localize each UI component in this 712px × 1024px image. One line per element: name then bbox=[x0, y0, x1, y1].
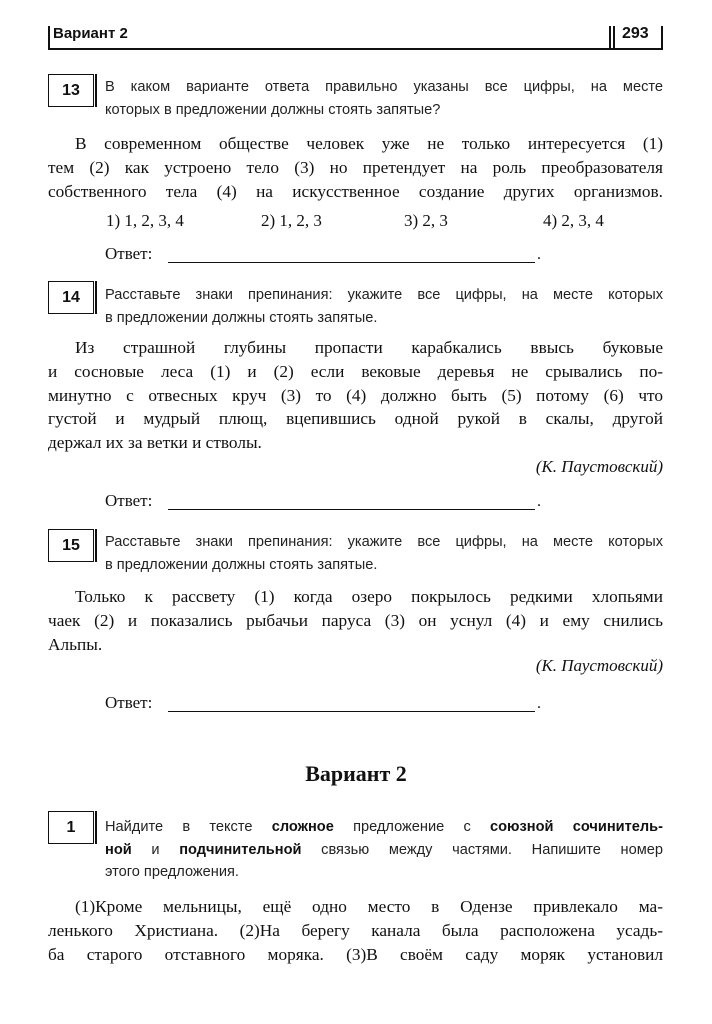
instruction-emphasis: ной bbox=[105, 841, 132, 858]
answer-line[interactable] bbox=[168, 262, 535, 263]
task-number-box: 13 bbox=[48, 74, 94, 107]
text-line: густой и мудрый плющ, вцепившись одной рукой в скалы, другой bbox=[48, 409, 663, 429]
task-instruction bbox=[105, 531, 663, 576]
text-line: держал их за ветки и стволы. bbox=[48, 433, 262, 453]
task-number-box: 15 bbox=[48, 529, 94, 562]
task-number-box: 1 bbox=[48, 811, 94, 844]
text-line: (1)Кроме мельницы, ещё одно место в Одензе привлекало ма- bbox=[75, 897, 663, 916]
instruction-text: Найдите в тексте bbox=[105, 819, 272, 835]
instruction-line: в предложении должны стоять запятые. bbox=[105, 309, 378, 326]
text-line: Из страшной глубины пропасти карабкались ввысь буковые bbox=[75, 338, 663, 357]
task-instruction bbox=[105, 816, 663, 884]
instruction-emphasis: сложное bbox=[271, 819, 334, 835]
instruction-text: связью между частями. Напишите номер bbox=[301, 841, 663, 858]
answer-option-3: 3) 2, 3 bbox=[404, 211, 448, 230]
task-text bbox=[48, 585, 663, 656]
answer-option-2: 2) 1, 2, 3 bbox=[261, 211, 322, 230]
text-line: В современном обществе человек уже не только интересуется (1) bbox=[75, 134, 663, 153]
text-line: ленького Христиана. (2)На берегу канала была расположена усадь- bbox=[48, 920, 663, 940]
answer-period: . bbox=[537, 246, 541, 263]
text-line: минутно с отвесных круч (3) то (4) должно быть (5) потому (6) что bbox=[48, 385, 663, 405]
answer-option-4: 4) 2, 3, 4 bbox=[543, 211, 604, 230]
task-text bbox=[48, 132, 663, 203]
text-line: и сосновые леса (1) и (2) если вековые деревья не срывались по- bbox=[48, 361, 663, 381]
text-line: чаек (2) и показались рыбачьи паруса (3) он уснул (4) и ему снились bbox=[48, 610, 663, 630]
answer-line[interactable] bbox=[168, 509, 535, 510]
answer-label: Ответ: bbox=[105, 244, 153, 263]
instruction-emphasis: подчинительной bbox=[179, 841, 302, 858]
task-text bbox=[48, 336, 663, 455]
running-header-title: Вариант 2 bbox=[53, 25, 128, 42]
text-line: тем (2) как устроено тело (3) но претендует на роль преобразователя bbox=[48, 157, 663, 177]
page-number: 293 bbox=[622, 25, 649, 42]
instruction-text: предложение с bbox=[333, 819, 491, 835]
header-right-bar bbox=[661, 26, 663, 48]
instruction-text: и bbox=[131, 841, 180, 858]
answer-label: Ответ: bbox=[105, 693, 153, 712]
instruction-line bbox=[105, 816, 663, 839]
instruction-line bbox=[105, 839, 663, 862]
text-line: Только к рассвету (1) когда озеро покрылось редкими хлопьями bbox=[75, 587, 663, 606]
answer-period: . bbox=[537, 695, 541, 712]
task-box-separator bbox=[95, 74, 97, 107]
answer-label: Ответ: bbox=[105, 491, 153, 510]
instruction-line: Расставьте знаки препинания: укажите все цифры, на месте которых bbox=[105, 534, 663, 550]
text-line: ба старого отставного моряка. (3)В своём саду моряк установил bbox=[48, 944, 663, 964]
task-box-separator bbox=[95, 811, 97, 844]
header-rule bbox=[48, 48, 663, 50]
instruction-line: в предложении должны стоять запятые. bbox=[105, 556, 378, 573]
task-instruction bbox=[105, 284, 663, 329]
task-text bbox=[48, 895, 663, 966]
task-number-box: 14 bbox=[48, 281, 94, 314]
header-divider bbox=[613, 26, 615, 48]
task-instruction bbox=[105, 76, 663, 121]
section-title: Вариант 2 bbox=[305, 761, 407, 786]
text-line: собственного тела (4) на искусственное создание других организмов. bbox=[48, 181, 663, 201]
instruction-line: которых в предложении должны стоять запятые? bbox=[105, 101, 441, 118]
instruction-emphasis: союзной сочинитель- bbox=[490, 819, 663, 835]
answer-option-1: 1) 1, 2, 3, 4 bbox=[106, 211, 184, 230]
task-box-separator bbox=[95, 529, 97, 562]
author-attribution: (К. Паустовский) bbox=[535, 656, 663, 675]
instruction-line: этого предложения. bbox=[105, 864, 239, 880]
text-line: Альпы. bbox=[48, 634, 103, 654]
instruction-line: В каком варианте ответа правильно указаны все цифры, на месте bbox=[105, 79, 663, 95]
answer-period: . bbox=[537, 493, 541, 510]
header-left-bar bbox=[48, 26, 50, 48]
task-box-separator bbox=[95, 281, 97, 314]
header-divider bbox=[609, 26, 611, 48]
instruction-line: Расставьте знаки препинания: укажите все цифры, на месте которых bbox=[105, 287, 663, 303]
author-attribution: (К. Паустовский) bbox=[535, 457, 663, 476]
answer-line[interactable] bbox=[168, 711, 535, 712]
